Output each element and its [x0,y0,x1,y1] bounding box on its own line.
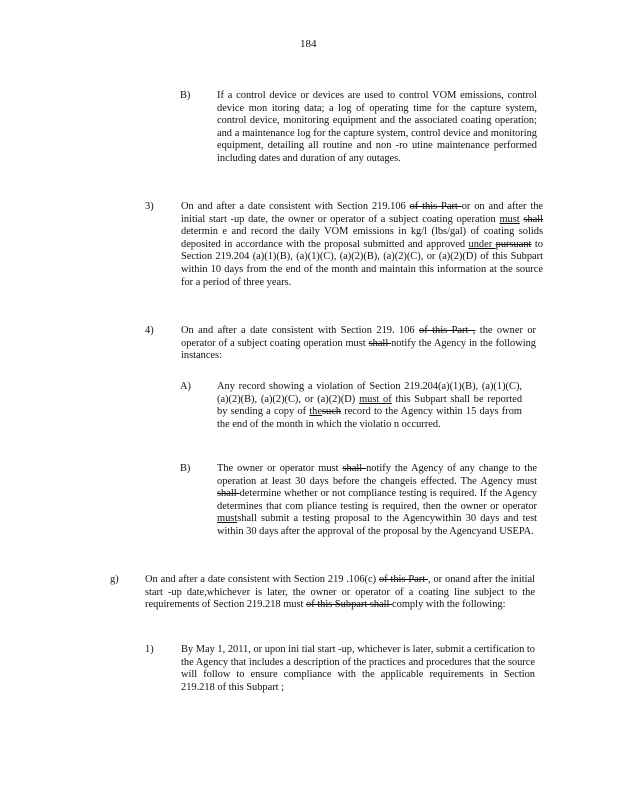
item-label: g) [110,574,119,585]
item-text: If a control device or devices are used to control VOM emissions, control device mon itoring data; a log of operating time for the capture system, control device, monitoring equipment and the associated coating operation; and a maintenance log for the capture system, control device and monitoring equipment, detailing all routine and non -ro utine maintenance performed including dates and duration of any outages. [217,90,537,164]
item-text: On and after a date consistent with Section 219. 106 of this Part , the owner or operator of a subject coating operation must shall notify the Agency in the following instances: [181,325,536,362]
page-number: 184 [300,38,317,50]
item-label: A) [180,381,191,392]
item-label: B) [180,463,191,474]
item-label: 3) [145,201,154,212]
item-label: 1) [145,644,154,655]
item-text: The owner or operator must shall notify the Agency of any change to the operation at least 30 days before the changeis effected. The Agency must shall determine whether or not compliance testing is required. If the Agency determines that com pliance testing is required, then the owner or operator mustshall submit a testing proposal to the Agencywithin 30 days and test within 30 days after the approval of the proposal by the Agencyand USEPA. [217,463,537,537]
item-text: On and after a date consistent with Section 219.106 of this Part or on and after the initial start -up date, the owner or operator of a subject coating operation must shall determin e and record the daily VOM emissions in kg/l (lbs/gal) of coating solids deposited in accordance with the proposal submitted and approved under pursuant to Section 219.204 (a)(1)(B), (a)(1)(C), (a)(2)(B), (a)(2)(C), or (a)(2)(D) of this Subpart within 10 days from the end of the month and maintain this information at the source for a period of three years. [181,201,544,288]
item-text: Any record showing a violation of Section 219.204(a)(1)(B), (a)(1)(C), (a)(2)(B), (a)(2)(C), or (a)(2)(D) must of this Subpart shall be reported by sending a copy of thesuch record to the Agency within 15 days from the end of the month in which the violatio n occurred. [217,381,523,430]
item-label: 4) [145,325,154,336]
item-text: On and after a date consistent with Section 219 .106(c) of this Part , or onand after the initial start -up date,whichever is later, the owner or operator of a coating line subject to the requirements of Section 219.218 must of this Subpart shall comply with the following: [145,574,535,611]
item-label: B) [180,90,191,101]
item-text: By May 1, 2011, or upon ini tial start -up, whichever is later, submit a certification to the Agency that includes a description of the practices and procedures that the source will follow to ensure compliance with the applicable requirements in Section 219.218 of this Subpart ; [181,644,535,693]
